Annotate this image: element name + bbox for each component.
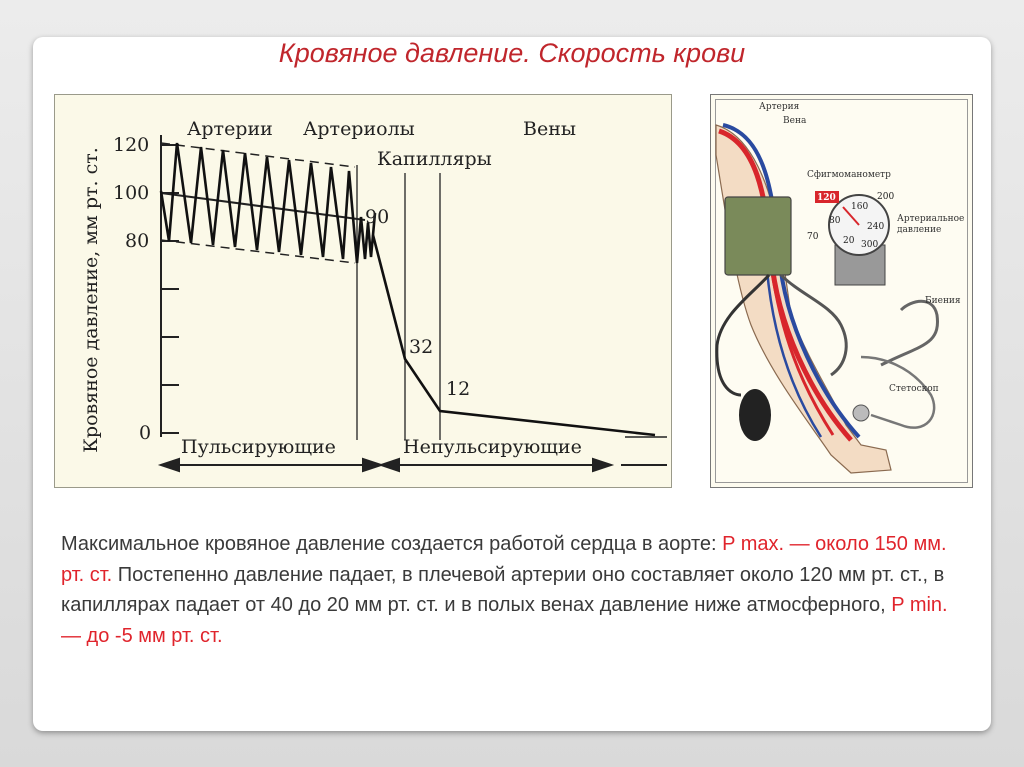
- bottom-label-nonpulsating: Непульсирующие: [403, 436, 582, 458]
- label-artery: Артерия: [759, 102, 800, 112]
- region-label-arterioles: Артериолы: [303, 118, 415, 140]
- point-label-12: 12: [446, 378, 471, 400]
- pmax-highlight: P max. — около 150 мм. рт. ст.: [61, 533, 947, 586]
- bottom-label-pulsating: Пульсирующие: [181, 436, 336, 458]
- pressure-diagram-svg: [55, 95, 671, 487]
- pressure-decline-curve: [373, 235, 655, 435]
- region-label-veins: Вены: [523, 118, 576, 140]
- y-tick-120: 120: [113, 134, 150, 156]
- pmin-highlight: P min. — до -5 мм рт. ст.: [61, 594, 948, 647]
- label-vein: Вена: [783, 116, 807, 126]
- y-tick-0: 0: [139, 422, 152, 444]
- gauge-value-80: 80: [829, 216, 841, 226]
- label-beats: Биения: [925, 296, 961, 306]
- sphygmomanometer-illustration: [710, 94, 973, 488]
- label-stethoscope: Стетоскоп: [889, 384, 939, 394]
- stethoscope-tube: [881, 301, 938, 365]
- y-tick-100: 100: [113, 182, 150, 204]
- description-part-2: Постепенно давление падает, в плечевой артерии оно составляет около 120 мм рт. ст., в капиллярах падает от 40 до 20 мм рт. ст. и в полых венах давление ниже атмосферного,: [61, 563, 945, 616]
- y-axis-ticks: [161, 145, 179, 433]
- slide-title: Кровяное давление. Скорость крови: [278, 38, 746, 68]
- description-part-1: Максимальное кровяное давление создается работой сердца в аорте:: [61, 533, 723, 555]
- gauge-value-120: 120: [817, 193, 836, 203]
- illustration-svg: [711, 95, 972, 487]
- region-label-capillaries: Капилляры: [377, 148, 492, 170]
- bottom-arrows: [161, 459, 667, 471]
- pulsating-pressure-curve: [161, 143, 375, 263]
- region-label-arteries: Артерии: [187, 118, 273, 140]
- gauge-value-160: 160: [851, 202, 869, 212]
- pressure-diagram: [54, 94, 672, 488]
- gauge-value-300: 300: [861, 240, 879, 250]
- inflation-bulb: [739, 389, 771, 441]
- gauge-value-240: 240: [867, 222, 885, 232]
- point-label-32: 32: [409, 336, 434, 358]
- gauge-value-70: 70: [807, 232, 819, 242]
- gauge-value-20: 20: [843, 236, 855, 246]
- gauge-value-200: 200: [877, 192, 895, 202]
- label-sphygmomanometer: Сфигмоманометр: [807, 170, 891, 180]
- pressure-cuff: [725, 197, 791, 275]
- point-label-90: 90: [365, 206, 390, 228]
- y-tick-80: 80: [125, 230, 150, 252]
- description-text: [61, 529, 951, 651]
- label-arterial-pressure-1: Артериальное: [897, 214, 965, 224]
- y-axis-label: Кровяное давление, мм рт. ст.: [80, 147, 102, 453]
- label-arterial-pressure-2: давление: [897, 225, 942, 235]
- stethoscope-head-icon: [853, 405, 869, 421]
